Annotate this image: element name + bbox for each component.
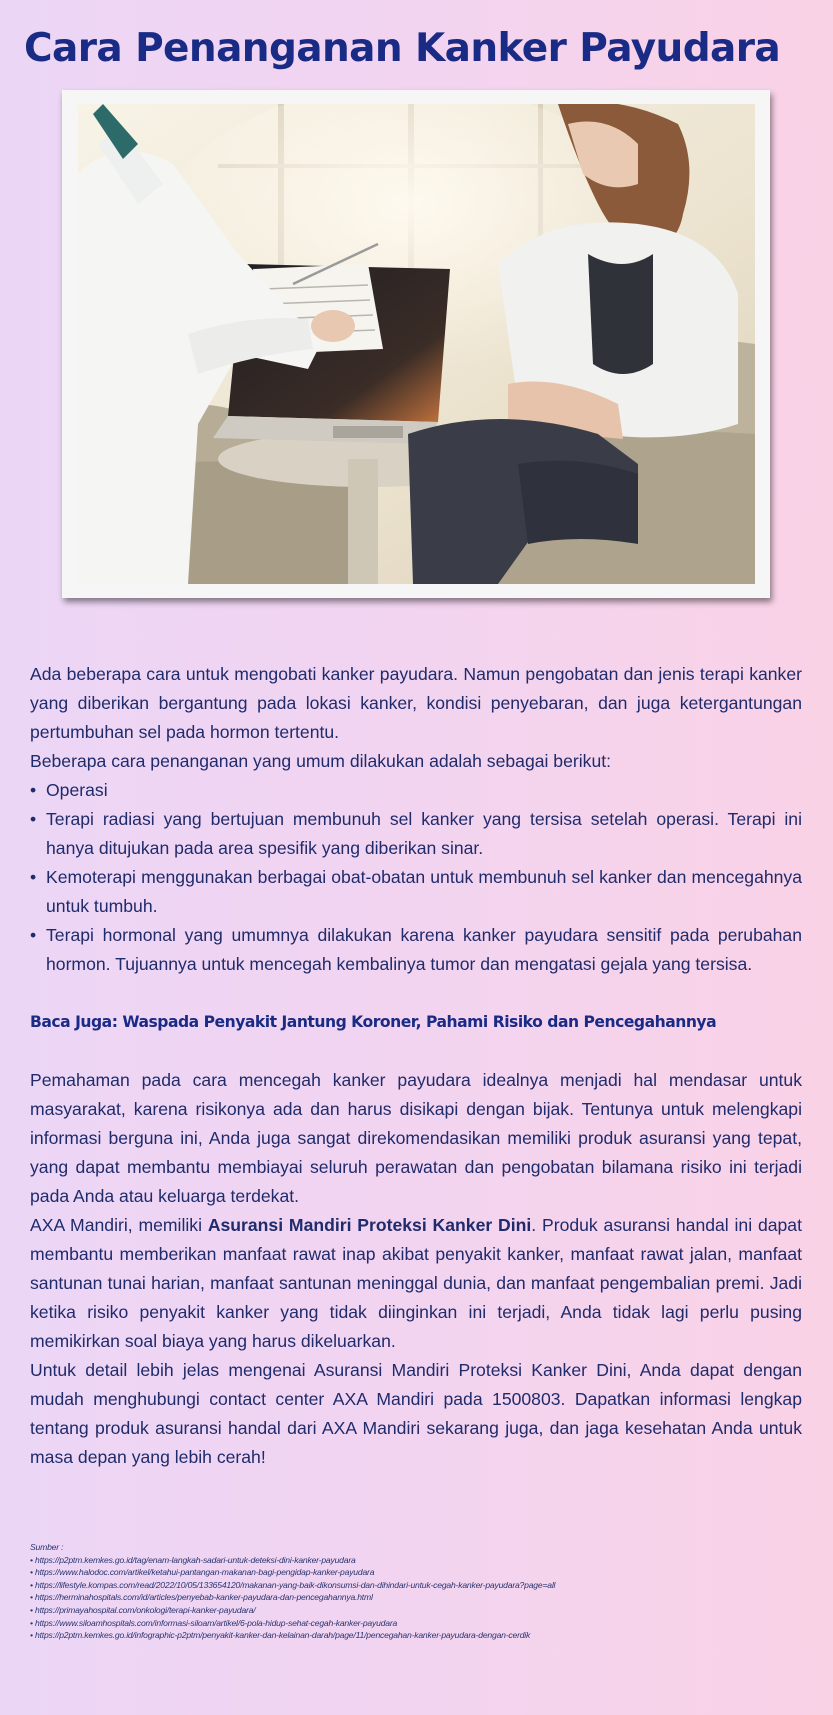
doctor-patient-consultation-photo — [78, 104, 755, 584]
treatment-list-intro: Beberapa cara penanganan yang umum dilakukan adalah sebagai berikut: — [30, 751, 612, 771]
bullet-icon: • — [30, 780, 37, 800]
treatment-list — [30, 776, 802, 979]
body-paragraph-2: AXA Mandiri, memiliki Asuransi Mandiri Proteksi Kanker Dini. Produk asuransi handal ini dapat membantu memberikan manfaat rawat inap akibat penyakit kanker, manfaat rawat jalan, manfaat santunan tunai harian, manfaat santunan meninggal dunia, dan manfaat pengembalian premi. Jadi ketika risiko penyakit kanker yang tidak diinginkan ini terjadi, Anda tidak lagi perlu pusing memikirkan soal biaya yang harus dikeluarkan. — [30, 1215, 802, 1351]
sources-label: Sumber : — [30, 1542, 64, 1552]
source-link[interactable]: • https://p2ptm.kemkes.go.id/infographic-p2ptm/penyakit-kanker-dan-kelainan-darah/page/11/pencegahan-kanker-payudara-dengan-cerdik — [30, 1630, 531, 1641]
bullet-icon: • — [30, 925, 37, 945]
source-link[interactable]: • https://www.siloamhospitals.com/informasi-siloam/artikel/6-pola-hidup-sehat-cegah-kanker-payudara — [30, 1617, 398, 1628]
source-link[interactable]: • https://primayahospital.com/onkologi/terapi-kanker-payudara/ — [30, 1604, 256, 1615]
bullet-icon: • — [30, 809, 37, 829]
related-article-link[interactable]: Baca Juga: Waspada Penyakit Jantung Koroner, Pahami Risiko dan Pencegahannya — [30, 1013, 717, 1031]
intro-paragraph: Ada beberapa cara untuk mengobati kanker payudara. Namun pengobatan dan jenis terapi kanker yang diberikan bergantung pada lokasi kanker, kondisi penyebaran, dan juga ketergantungan pertumbuhan sel pada hormon tertentu. — [30, 664, 802, 742]
sources-section — [30, 1541, 810, 1642]
photo-frame — [62, 90, 770, 598]
body-paragraph-3: Untuk detail lebih jelas mengenai Asuransi Mandiri Proteksi Kanker Dini, Anda dapat dengan mudah menghubungi contact center AXA Mandiri pada 1500803. Dapatkan informasi lengkap tentang produk asuransi handal dari AXA Mandiri sekarang juga, dan jaga kesehatan Anda untuk masa depan yang lebih cerah! — [30, 1360, 802, 1467]
list-item: • Terapi radiasi yang bertujuan membunuh sel kanker yang tersisa setelah operasi. Terapi ini hanya ditujukan pada area spesifik yang diberikan sinar. — [30, 805, 802, 863]
product-name: Asuransi Mandiri Proteksi Kanker Dini — [207, 1215, 532, 1235]
bullet-icon: • — [30, 867, 37, 887]
list-item: • Terapi hormonal yang umumnya dilakukan karena kanker payudara sensitif pada perubahan hormon. Tujuannya untuk mencegah kembalinya tumor dan mengatasi gejala yang tersisa. — [30, 921, 802, 979]
source-link[interactable]: • https://lifestyle.kompas.com/read/2022/10/05/133654120/makanan-yang-baik-dikonsumsi-dan-dihindari-untuk-cegah-kanker-payudara?page=all — [30, 1579, 556, 1590]
list-item: • Kemoterapi menggunakan berbagai obat-obatan untuk membunuh sel kanker dan mencegahnya untuk tumbuh. — [30, 863, 802, 921]
source-link[interactable]: • https://www.halodoc.com/artikel/ketahui-pantangan-makanan-bagi-pengidap-kanker-payudara — [30, 1567, 375, 1578]
page-title: Cara Penanganan Kanker Payudara — [24, 26, 781, 71]
list-item: • Operasi — [30, 776, 802, 805]
source-link[interactable]: • https://p2ptm.kemkes.go.id/tag/enam-langkah-sadari-untuk-deteksi-dini-kanker-payudara — [30, 1554, 356, 1565]
article-content — [30, 660, 802, 1472]
source-link[interactable]: • https://herminahospitals.com/id/articles/penyebab-kanker-payudara-dan-pencegahannya.html — [30, 1592, 373, 1603]
body-paragraph-1: Pemahaman pada cara mencegah kanker payudara idealnya menjadi hal mendasar untuk masyarakat, karena risikonya ada dan harus disikapi dengan bijak. Tentunya untuk melengkapi informasi berguna ini, Anda juga sangat direkomendasikan memiliki produk asuransi yang tepat, yang dapat membantu membiayai seluruh perawatan dan pengobatan bilamana risiko ini terjadi pada Anda atau keluarga terdekat. — [30, 1070, 802, 1206]
